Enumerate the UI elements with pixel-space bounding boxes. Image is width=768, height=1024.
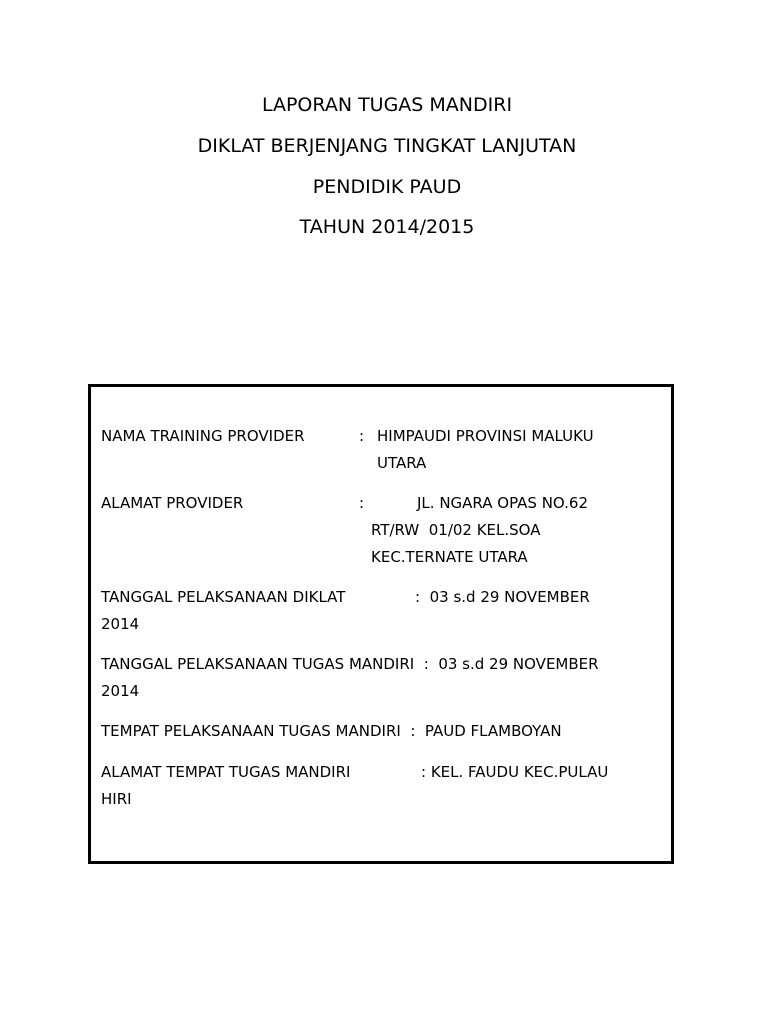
address-value-cont: RT/RW 01/02 KEL.SOA [371,521,541,539]
address-label: ALAMAT PROVIDER [101,494,244,512]
alamat-tempat-label: ALAMAT TEMPAT TUGAS MANDIRI [101,763,351,781]
address-value: JL. NGARA OPAS NO.62 [417,494,588,512]
diklat-date-year: 2014 [101,615,140,633]
document-title-line-4: TAHUN 2014/2015 [299,216,475,238]
provider-value-cont: UTARA [377,454,427,472]
address-value-cont-2: KEC.TERNATE UTARA [371,548,528,566]
provider-colon: : [359,427,365,445]
diklat-date-label: TANGGAL PELAKSANAAN DIKLAT [101,588,346,606]
info-box [88,384,674,864]
tugas-date-year: 2014 [101,682,140,700]
address-colon: : [359,494,365,512]
provider-value: HIMPAUDI PROVINSI MALUKU [377,427,594,445]
document-title-line-2: DIKLAT BERJENJANG TINGKAT LANJUTAN [197,135,577,157]
diklat-date-value: : 03 s.d 29 NOVEMBER [415,588,590,606]
alamat-tempat-value-cont: HIRI [101,790,132,808]
alamat-tempat-value: : KEL. FAUDU KEC.PULAU [421,763,609,781]
provider-label: NAMA TRAINING PROVIDER [101,427,305,445]
tempat-line: TEMPAT PELAKSANAAN TUGAS MANDIRI : PAUD FLAMBOYAN [101,722,562,740]
document-title-line-3: PENDIDIK PAUD [312,176,462,198]
tugas-date-line: TANGGAL PELAKSANAAN TUGAS MANDIRI : 03 s.d 29 NOVEMBER [101,655,599,673]
document-title-line-1: LAPORAN TUGAS MANDIRI [261,94,513,116]
